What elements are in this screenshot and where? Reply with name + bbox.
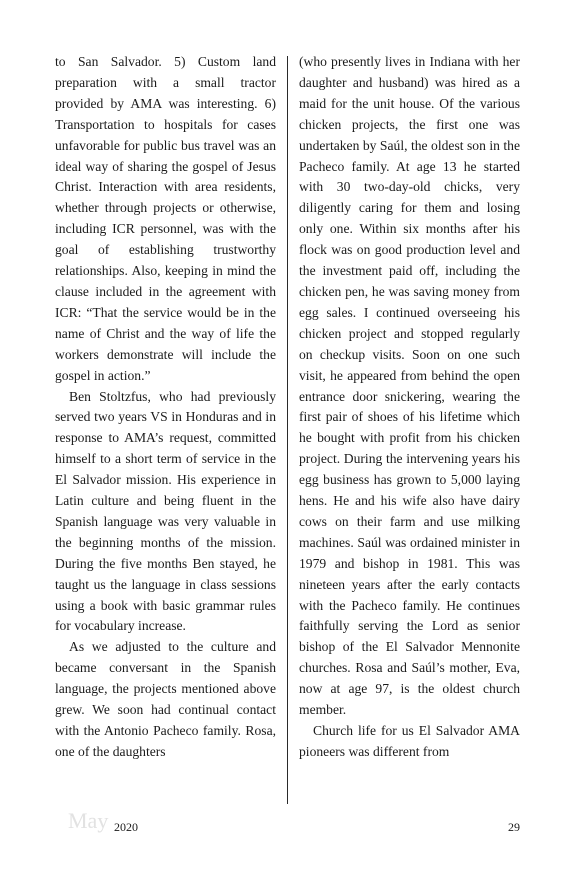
paragraph-adjusted-culture: As we adjusted to the culture and became conversant in the Spanish language, the projects mentioned above grew. We soon had continual contact with the Antonio Pacheco family. Rosa, one of the daughters: [55, 639, 276, 759]
paragraph-ben-stoltzfus: Ben Stoltzfus, who had previously served two years VS in Honduras and in response to AMA’s request, committed himself to a short term of service in the El Salvador mission. His experience in Latin culture and being fluent in the Spanish language was very valuable in the beginning months of the mission. During the five months Ben stayed, he taught us the language in class sessions using a book with basic grammar rules for vocabulary increase.: [55, 388, 276, 634]
footer-month-watermark: May: [68, 808, 109, 833]
left-text-column: [55, 52, 276, 763]
footer-year: 2020: [114, 820, 138, 834]
paragraph-continuation: to San Salvador. 5) Custom land preparation with a small tractor provided by AMA was interesting. 6) Transportation to hospitals for cases unfavorable for public bus travel was an ideal way of sharing the gospel of Jesus Christ. Interaction with area residents, whether through projects or otherwise, including ICR personnel, was with the goal of establishing trustworthy relationships. Also, keeping in mind the clause included in the agreement with ICR: “That the service would be in the name of Christ and the way of life the workers demonstrate will include the gospel in action.”: [55, 54, 276, 383]
right-text-column: [299, 52, 520, 763]
page-number: 29: [508, 820, 520, 834]
paragraph-continuation-right: (who presently lives in Indiana with her daughter and husband) was hired as a maid for the unit house. Of the various chicken projects, the first one was undertaken by Saúl, the oldest son in the Pacheco family. At age 13 he started with 30 two-day-old chicks, very diligently caring for them and losing only one. Within six months after his flock was on good production level and the investment paid off, including the chicken pen, he was saving money from egg sales. I continued overseeing his chicken project and stopped regularly on checkup visits. Soon on one such visit, he appeared from behind the open entrance door snickering, wearing the first pair of shoes of his lifetime which he bought with profit from his chicken project. During the intervening years his egg business has grown to 5,000 laying hens. He and his wife also have dairy cows on their farm and use milking machines. Saúl was ordained minister in 1979 and bishop in 1981. This was nineteen years after the early contacts with the Pacheco family. He continues faithfully serving the Lord as senior bishop of the El Salvador Mennonite churches. Rosa and Saúl’s mother, Eva, now at age 97, is the oldest church member.: [299, 54, 520, 718]
column-divider: [287, 56, 288, 804]
paragraph-church-life: Church life for us El Salvador AMA pioneers was different from: [299, 723, 520, 759]
